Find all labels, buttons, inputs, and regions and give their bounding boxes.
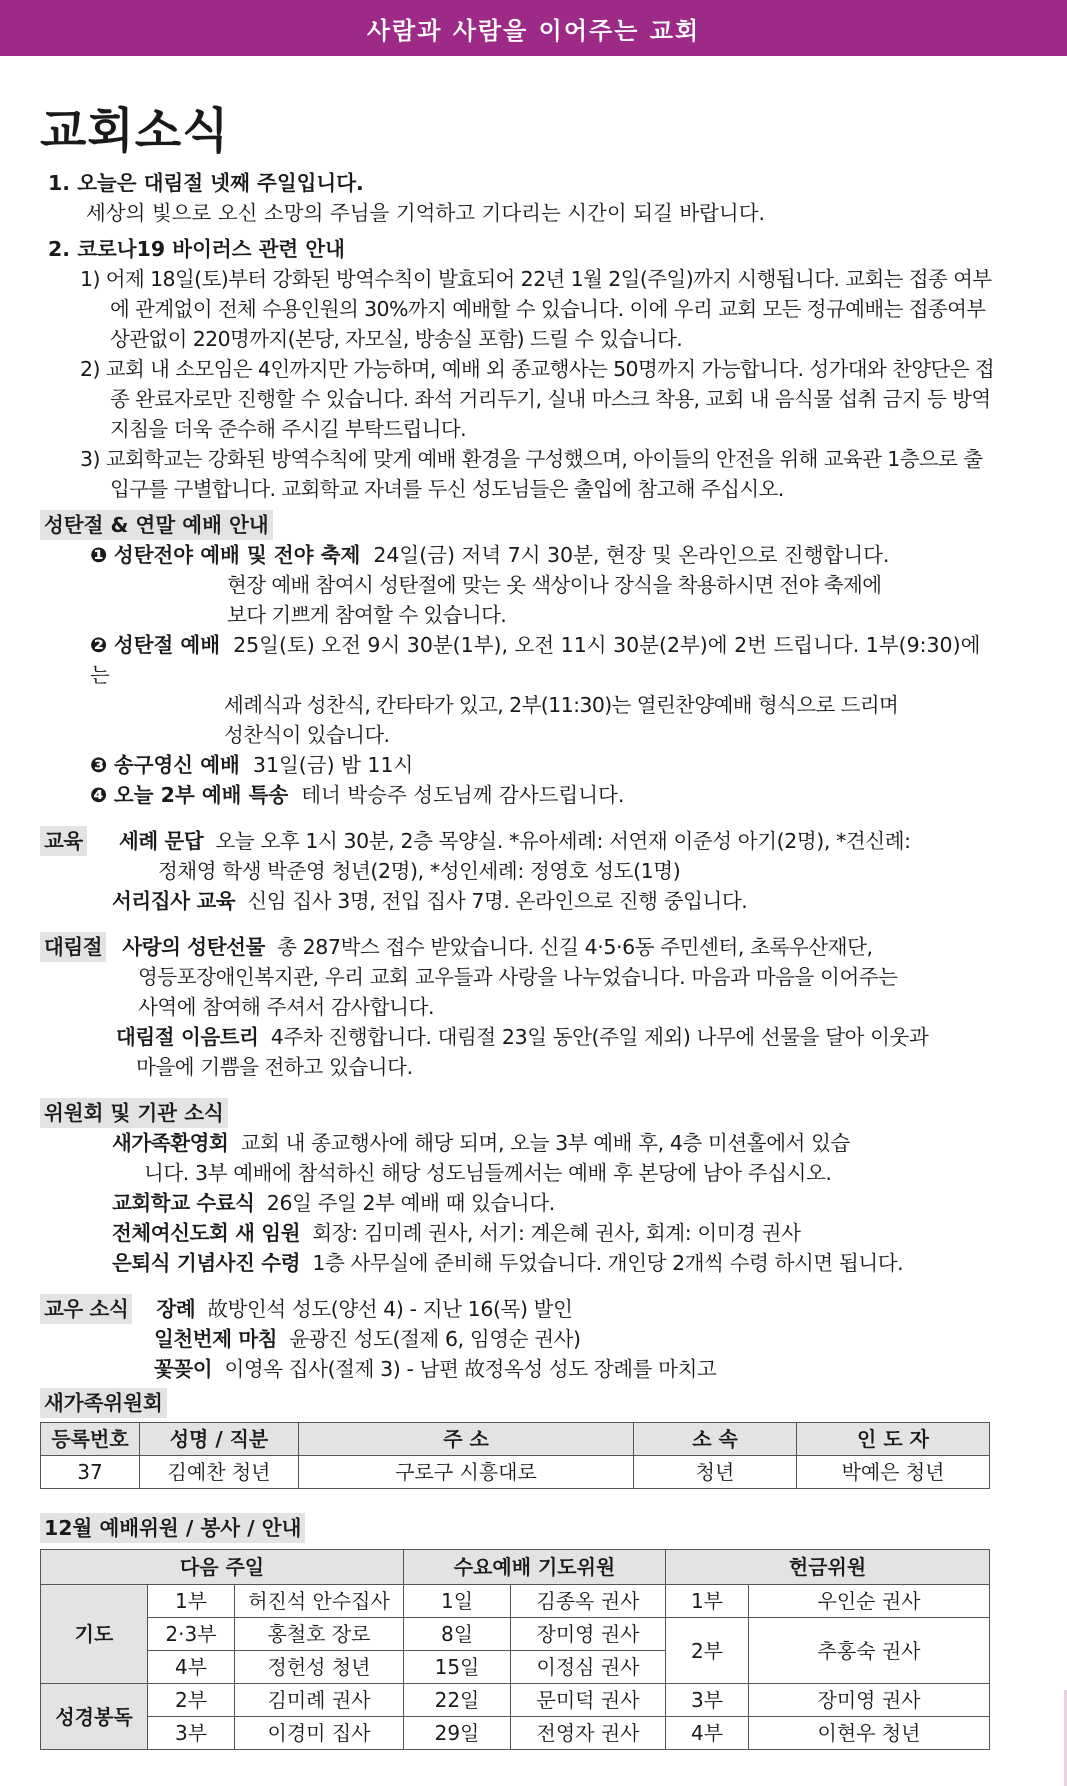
christmas-label: 성탄절 & 연말 예배 안내: [40, 510, 273, 540]
page-title: 교회소식: [40, 103, 230, 159]
christmas-entry-line: 보다 기쁘게 참여할 수 있습니다.: [227, 603, 507, 627]
table-cell: 3부: [666, 1684, 749, 1717]
table-cell: 장미영 권사: [511, 1618, 666, 1651]
table-cell: 22일: [404, 1684, 511, 1717]
gift-line: 영등포장애인복지관, 우리 교회 교우들과 사랑을 나누었습니다. 마음과 마음을 이어주는: [138, 965, 898, 989]
table-cell: 37: [41, 1456, 140, 1489]
gift-title: 사랑의 성탄선물: [122, 935, 265, 959]
deacon-title: 서리집사 교육: [112, 889, 236, 913]
bible-group-label: 성경봉독: [41, 1684, 148, 1750]
table-row: [41, 1618, 990, 1651]
table-cell: 29일: [404, 1717, 511, 1750]
table-cell: 문미덕 권사: [511, 1684, 666, 1717]
table-cell: 이정심 권사: [511, 1651, 666, 1684]
newfam-title: 새가족환영회: [112, 1131, 229, 1155]
table-cell: 장미영 권사: [749, 1684, 990, 1717]
school-row: [112, 1188, 1000, 1218]
baptism-title: 세례 문답: [118, 829, 204, 853]
committee-label: 위원회 및 기관 소식: [40, 1098, 228, 1128]
school-line: 26일 주일 2부 예배 때 있습니다.: [266, 1191, 555, 1215]
table-cell: 김미례 권사: [235, 1684, 404, 1717]
retire-line: 1층 사무실에 준비해 두었습니다. 개인당 2개씩 수령 하시면 됩니다.: [312, 1251, 904, 1275]
christmas-entry-line: 25일(토) 오전 9시 30분(1부), 오전 11시 30분(2부)에 2번 드립니다. 1부(9:30)에는: [90, 633, 981, 687]
table-cell: 김예찬 청년: [140, 1456, 299, 1489]
christmas-entry-4: [90, 780, 1000, 810]
newfam-line: 니다. 3부 예배에 참석하신 해당 성도님들께서는 예배 후 본당에 남아 주십시오.: [144, 1161, 832, 1185]
table-cell: 15일: [404, 1651, 511, 1684]
table-cell: 허진석 안수집사: [235, 1585, 404, 1618]
christmas-entry-1: [90, 540, 1000, 570]
new-family-label: 새가족위원회: [40, 1388, 167, 1418]
table-header: 소 속: [634, 1423, 797, 1456]
christmas-entry-title: 성탄전야 예배 및 전야 축제: [113, 543, 361, 567]
women-title: 전체여신도회 새 임원: [112, 1221, 301, 1245]
table-cell: 김종옥 권사: [511, 1585, 666, 1618]
december-label: 12월 예배위원 / 봉사 / 안내: [40, 1513, 305, 1543]
table-header-row: [41, 1550, 990, 1585]
members-label: 교우 소식: [40, 1294, 132, 1324]
gift-line: 총 287박스 접수 받았습니다. 신길 4·5·6동 주민센터, 초록우산재단,: [277, 935, 873, 959]
retire-row: [112, 1248, 1000, 1278]
women-row: [112, 1218, 1000, 1248]
funeral-line: 故방인석 성도(양선 4) - 지난 16(목) 발인: [207, 1297, 573, 1321]
news-content: [40, 168, 1000, 1750]
deacon-row: [112, 886, 1000, 916]
table-cell: 1부: [666, 1585, 749, 1618]
christmas-entry-2: [90, 630, 1000, 690]
advent-label: 대림절: [40, 932, 106, 962]
bullet-number: ❸: [90, 753, 108, 777]
table-cell: 정헌성 청년: [235, 1651, 404, 1684]
table-header: 등록번호: [41, 1423, 140, 1456]
table-header: 성명 / 직분: [140, 1423, 299, 1456]
bullet-number: ❶: [90, 543, 108, 567]
item-heading-2: 2. 코로나19 바이러스 관련 안내: [48, 237, 345, 261]
tree-line: 마을에 기쁨을 전하고 있습니다.: [136, 1055, 413, 1079]
school-title: 교회학교 수료식: [112, 1191, 255, 1215]
table-cell: 3부: [148, 1717, 235, 1750]
prayer-group-label: 기도: [41, 1585, 148, 1684]
table-header-row: [41, 1423, 990, 1456]
retire-title: 은퇴식 기념사진 수령: [112, 1251, 301, 1275]
women-line: 회장: 김미례 권사, 서기: 계은혜 권사, 회계: 이미경 권사: [312, 1221, 801, 1245]
christmas-entry-title: 오늘 2부 예배 특송: [113, 783, 289, 807]
table-header: 인 도 자: [797, 1423, 990, 1456]
header-banner: 사람과 사람을 이어주는 교회: [0, 0, 1067, 56]
table-cell: 1부: [148, 1585, 235, 1618]
table-row: [41, 1684, 990, 1717]
table-header: 다음 주일: [41, 1550, 404, 1585]
bullet-number: ❹: [90, 783, 108, 807]
table-header: 수요예배 기도위원: [404, 1550, 666, 1585]
christmas-entry-line: 현장 예배 참여시 성탄절에 맞는 옷 색상이나 장식을 착용하시면 전야 축제에: [227, 573, 882, 597]
table-cell: 2부: [666, 1618, 749, 1684]
christmas-entry-line: 세례식과 성찬식, 칸타타가 있고, 2부(11:30)는 열린찬양예배 형식으로 드리며: [224, 693, 899, 717]
bullet-number: ❷: [90, 633, 108, 657]
education-row: [40, 826, 1000, 856]
christmas-entry-line: 테너 박승주 성도님께 감사드립니다.: [301, 783, 625, 807]
tree-line: 4주차 진행합니다. 대림절 23일 동안(주일 제외) 나무에 선물을 달아 이웃과: [270, 1025, 929, 1049]
table-cell: 8일: [404, 1618, 511, 1651]
table-cell: 구로구 시흥대로: [299, 1456, 634, 1489]
table-cell: 2·3부: [148, 1618, 235, 1651]
members-row: [40, 1294, 1000, 1324]
table-cell: 4부: [148, 1651, 235, 1684]
christmas-entry-3: [90, 750, 1000, 780]
education-label: 교육: [40, 826, 87, 856]
table-cell: 4부: [666, 1717, 749, 1750]
newfam-line: 교회 내 종교행사에 해당 되며, 오늘 3부 예배 후, 4층 미션홀에서 있습: [240, 1131, 850, 1155]
table-header: 헌금위원: [666, 1550, 990, 1585]
table-cell: 박예은 청년: [797, 1456, 990, 1489]
table-header: 주 소: [299, 1423, 634, 1456]
christmas-entry-title: 송구영신 예배: [113, 753, 240, 777]
christmas-entry-line: 31일(금) 밤 11시: [252, 753, 414, 777]
gift-line: 사역에 참여해 주셔서 감사합니다.: [138, 995, 435, 1019]
christmas-entry-line: 성찬식이 있습니다.: [224, 723, 390, 747]
new-family-table: [40, 1422, 990, 1489]
table-cell: 1일: [404, 1585, 511, 1618]
tithe-line: 윤광진 성도(절제 6, 임영순 권사): [289, 1327, 581, 1351]
baptism-line: 정채영 학생 박준영 청년(2명), *성인세례: 정영호 성도(1명): [158, 859, 681, 883]
table-cell: 우인순 권사: [749, 1585, 990, 1618]
flower-line: 이영옥 집사(절제 3) - 남편 故정옥성 성도 장례를 마치고: [224, 1357, 717, 1381]
table-cell: 홍철호 장로: [235, 1618, 404, 1651]
flower-row: [154, 1354, 1000, 1384]
table-row: [41, 1456, 990, 1489]
funeral-title: 장례: [156, 1297, 196, 1321]
baptism-line: 오늘 오후 1시 30분, 2층 목양실. *유아세례: 서연재 이준성 아기(2명), *견신례:: [215, 829, 911, 853]
table-cell: 청년: [634, 1456, 797, 1489]
table-row: [41, 1585, 990, 1618]
table-cell: 2부: [148, 1684, 235, 1717]
covid-sub-3: 3) 교회학교는 강화된 방역수칙에 맞게 예배 환경을 구성했으며, 아이들의 안전을 위해 교육관 1층으로 출입구를 구별합니다. 교회학교 자녀를 두신 성도님들은 출입에 참고해 주십시오.: [80, 447, 983, 501]
newfam-row: [112, 1128, 1000, 1158]
table-cell: 이경미 집사: [235, 1717, 404, 1750]
table-cell: 전영자 권사: [511, 1717, 666, 1750]
table-cell: 이현우 청년: [749, 1717, 990, 1750]
deacon-line: 신임 집사 3명, 전입 집사 7명. 온라인으로 진행 중입니다.: [247, 889, 748, 913]
covid-sub-1: 1) 어제 18일(토)부터 강화된 방역수칙이 발효되어 22년 1월 2일(주일)까지 시행됩니다. 교회는 접종 여부에 관계없이 전체 수용인원의 30%까지 예배할 수 있습니다. 이에 우리 교회 모든 정규예배는 접종여부 상관없이 220명까지(본당, 자모실, 방송실 포함) 드릴 수 있습니다.: [80, 267, 992, 351]
item-heading-1: 1. 오늘은 대림절 넷째 주일입니다.: [48, 171, 364, 195]
tree-row: [116, 1022, 1000, 1052]
christmas-entry-line: 24일(금) 저녁 7시 30분, 현장 및 온라인으로 진행합니다.: [373, 543, 890, 567]
flower-title: 꽃꽂이: [154, 1357, 213, 1381]
item-body-1: 세상의 빛으로 오신 소망의 주님을 기억하고 기다리는 시간이 되길 바랍니다.: [86, 201, 766, 225]
tithe-title: 일천번제 마침: [154, 1327, 278, 1351]
tithe-row: [154, 1324, 1000, 1354]
christmas-entry-title: 성탄절 예배: [113, 633, 221, 657]
tree-title: 대림절 이음트리: [116, 1025, 259, 1049]
covid-sub-2: 2) 교회 내 소모임은 4인까지만 가능하며, 예배 외 종교행사는 50명까지 가능합니다. 성가대와 찬양단은 접종 완료자로만 진행할 수 있습니다. 좌석 거리두기, 실내 마스크 착용, 교회 내 음식물 섭취 금지 등 방역지침을 더욱 준수해 주시길 부탁드립니다.: [80, 357, 995, 441]
december-service-table: [40, 1549, 990, 1750]
advent-row: [40, 932, 1000, 962]
table-cell: 추홍숙 권사: [749, 1618, 990, 1684]
table-row: [41, 1717, 990, 1750]
